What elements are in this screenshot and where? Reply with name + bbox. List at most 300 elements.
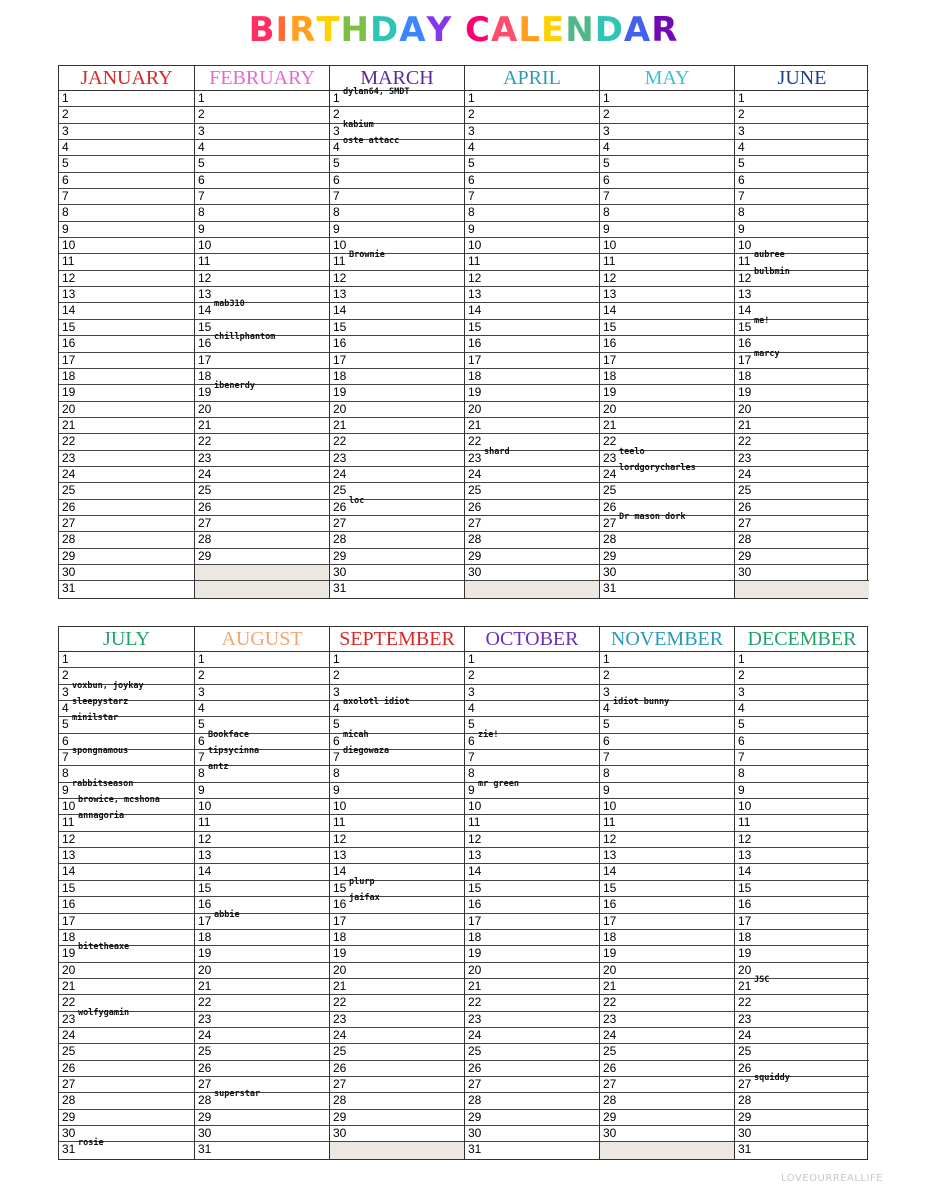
day-cell[interactable]: [600, 750, 734, 766]
day-cell[interactable]: [330, 1028, 464, 1044]
day-cell[interactable]: [59, 979, 194, 995]
day-cell[interactable]: [465, 1044, 599, 1060]
day-cell[interactable]: [195, 1028, 329, 1044]
day-cell[interactable]: [59, 1061, 194, 1077]
day-cell[interactable]: [59, 205, 194, 221]
day-cell[interactable]: [59, 320, 194, 336]
day-cell[interactable]: [465, 1061, 599, 1077]
day-cell[interactable]: [735, 668, 869, 684]
day-cell[interactable]: [59, 156, 194, 172]
day-cell[interactable]: [735, 369, 869, 385]
day-cell[interactable]: [735, 783, 869, 799]
day-cell[interactable]: [59, 1110, 194, 1126]
day-cell[interactable]: [465, 914, 599, 930]
day-cell[interactable]: [735, 418, 869, 434]
day-cell[interactable]: [735, 734, 869, 750]
day-cell[interactable]: [465, 946, 599, 962]
day-cell[interactable]: [330, 467, 464, 483]
day-cell[interactable]: [195, 1012, 329, 1028]
day-cell[interactable]: [465, 1093, 599, 1109]
day-cell[interactable]: [195, 1126, 329, 1142]
day-cell[interactable]: [465, 979, 599, 995]
day-cell[interactable]: [465, 848, 599, 864]
day-cell[interactable]: [600, 1093, 734, 1109]
day-cell[interactable]: [735, 266, 869, 287]
day-cell[interactable]: [735, 1093, 869, 1109]
day-cell[interactable]: [59, 581, 194, 597]
day-cell[interactable]: [735, 701, 869, 717]
day-cell[interactable]: [330, 893, 464, 913]
day-cell[interactable]: [465, 864, 599, 880]
day-cell[interactable]: [465, 1110, 599, 1126]
day-cell[interactable]: [600, 402, 734, 418]
day-cell[interactable]: [465, 320, 599, 336]
day-cell[interactable]: [195, 1142, 329, 1158]
day-cell[interactable]: [330, 320, 464, 336]
day-cell[interactable]: [59, 1077, 194, 1093]
day-cell[interactable]: [195, 516, 329, 532]
day-cell[interactable]: [330, 746, 464, 766]
day-cell[interactable]: [330, 1012, 464, 1028]
day-cell[interactable]: [195, 652, 329, 668]
day-cell[interactable]: [465, 446, 599, 467]
day-cell[interactable]: [59, 1007, 194, 1028]
day-cell[interactable]: [735, 124, 869, 140]
day-cell[interactable]: [195, 381, 329, 401]
day-cell[interactable]: [330, 1077, 464, 1093]
day-cell[interactable]: [195, 946, 329, 962]
day-cell[interactable]: [59, 516, 194, 532]
day-cell[interactable]: [59, 336, 194, 352]
day-cell[interactable]: [195, 549, 329, 565]
day-cell[interactable]: [330, 652, 464, 668]
day-cell[interactable]: [735, 156, 869, 172]
day-cell[interactable]: [59, 483, 194, 499]
day-cell[interactable]: [195, 173, 329, 189]
day-cell[interactable]: [465, 222, 599, 238]
day-cell[interactable]: [195, 91, 329, 107]
day-cell[interactable]: [735, 1110, 869, 1126]
day-cell[interactable]: [735, 1072, 869, 1093]
day-cell[interactable]: [735, 549, 869, 565]
day-cell[interactable]: [59, 369, 194, 385]
day-cell[interactable]: [330, 156, 464, 172]
day-cell[interactable]: [600, 946, 734, 962]
day-cell[interactable]: [465, 995, 599, 1011]
day-cell[interactable]: [330, 87, 464, 107]
day-cell[interactable]: [600, 287, 734, 303]
day-cell[interactable]: [735, 467, 869, 483]
day-cell[interactable]: [600, 697, 734, 717]
day-cell[interactable]: [735, 652, 869, 668]
day-cell[interactable]: [465, 124, 599, 140]
day-cell[interactable]: [600, 303, 734, 319]
day-cell[interactable]: [195, 532, 329, 548]
day-cell[interactable]: [330, 1093, 464, 1109]
day-cell[interactable]: [330, 222, 464, 238]
day-cell[interactable]: [465, 140, 599, 156]
day-cell[interactable]: [600, 1077, 734, 1093]
day-cell[interactable]: [600, 156, 734, 172]
day-cell[interactable]: [465, 418, 599, 434]
day-cell[interactable]: [465, 549, 599, 565]
day-cell[interactable]: [465, 1077, 599, 1093]
day-cell[interactable]: [600, 815, 734, 831]
day-cell[interactable]: [465, 238, 599, 254]
day-cell[interactable]: [600, 271, 734, 287]
day-cell[interactable]: [465, 778, 599, 799]
day-cell[interactable]: [195, 864, 329, 880]
day-cell[interactable]: [465, 963, 599, 979]
day-cell[interactable]: [735, 516, 869, 532]
day-cell[interactable]: [330, 287, 464, 303]
day-cell[interactable]: [330, 136, 464, 156]
day-cell[interactable]: [330, 189, 464, 205]
day-cell[interactable]: [195, 254, 329, 270]
day-cell[interactable]: [59, 353, 194, 369]
day-cell[interactable]: [195, 1110, 329, 1126]
day-cell[interactable]: [600, 483, 734, 499]
day-cell[interactable]: [600, 222, 734, 238]
day-cell[interactable]: [195, 222, 329, 238]
day-cell[interactable]: [195, 832, 329, 848]
day-cell[interactable]: [330, 353, 464, 369]
day-cell[interactable]: [600, 124, 734, 140]
day-cell[interactable]: [735, 434, 869, 450]
day-cell[interactable]: [600, 979, 734, 995]
day-cell[interactable]: [59, 848, 194, 864]
day-cell[interactable]: [59, 238, 194, 254]
day-cell[interactable]: [59, 467, 194, 483]
day-cell[interactable]: [735, 402, 869, 418]
day-cell[interactable]: [465, 532, 599, 548]
day-cell[interactable]: [465, 881, 599, 897]
day-cell[interactable]: [465, 799, 599, 815]
day-cell[interactable]: [735, 173, 869, 189]
day-cell[interactable]: [59, 881, 194, 897]
day-cell[interactable]: [330, 1126, 464, 1142]
day-cell[interactable]: [330, 946, 464, 962]
day-cell[interactable]: [195, 205, 329, 221]
day-cell[interactable]: [465, 1028, 599, 1044]
day-cell[interactable]: [600, 418, 734, 434]
day-cell[interactable]: [330, 532, 464, 548]
day-cell[interactable]: [465, 336, 599, 352]
day-cell[interactable]: [735, 222, 869, 238]
day-cell[interactable]: [330, 1044, 464, 1060]
day-cell[interactable]: [195, 299, 329, 319]
day-cell[interactable]: [465, 271, 599, 287]
day-cell[interactable]: [600, 799, 734, 815]
day-cell[interactable]: [330, 451, 464, 467]
day-cell[interactable]: [330, 914, 464, 930]
day-cell[interactable]: [735, 848, 869, 864]
day-cell[interactable]: [600, 897, 734, 913]
day-cell[interactable]: [735, 864, 869, 880]
day-cell[interactable]: [59, 746, 194, 766]
day-cell[interactable]: [330, 815, 464, 831]
day-cell[interactable]: [600, 189, 734, 205]
day-cell[interactable]: [195, 1044, 329, 1060]
day-cell[interactable]: [195, 799, 329, 815]
day-cell[interactable]: [195, 402, 329, 418]
day-cell[interactable]: [600, 766, 734, 782]
day-cell[interactable]: [330, 848, 464, 864]
day-cell[interactable]: [600, 1044, 734, 1060]
day-cell[interactable]: [59, 451, 194, 467]
day-cell[interactable]: [330, 995, 464, 1011]
day-cell[interactable]: [59, 652, 194, 668]
day-cell[interactable]: [465, 1126, 599, 1142]
day-cell[interactable]: [330, 581, 464, 597]
day-cell[interactable]: [465, 369, 599, 385]
day-cell[interactable]: [59, 287, 194, 303]
day-cell[interactable]: [465, 668, 599, 684]
day-cell[interactable]: [600, 930, 734, 946]
day-cell[interactable]: [600, 1012, 734, 1028]
day-cell[interactable]: [735, 451, 869, 467]
day-cell[interactable]: [735, 532, 869, 548]
day-cell[interactable]: [600, 549, 734, 565]
day-cell[interactable]: [195, 685, 329, 701]
day-cell[interactable]: [735, 1028, 869, 1044]
day-cell[interactable]: [195, 107, 329, 123]
day-cell[interactable]: [600, 320, 734, 336]
day-cell[interactable]: [59, 1028, 194, 1044]
day-cell[interactable]: [465, 385, 599, 401]
day-cell[interactable]: [59, 124, 194, 140]
day-cell[interactable]: [195, 701, 329, 717]
day-cell[interactable]: [195, 979, 329, 995]
day-cell[interactable]: [735, 946, 869, 962]
day-cell[interactable]: [600, 832, 734, 848]
day-cell[interactable]: [735, 750, 869, 766]
day-cell[interactable]: [600, 353, 734, 369]
day-cell[interactable]: [195, 451, 329, 467]
day-cell[interactable]: [195, 1061, 329, 1077]
day-cell[interactable]: [600, 963, 734, 979]
day-cell[interactable]: [330, 979, 464, 995]
day-cell[interactable]: [195, 815, 329, 831]
day-cell[interactable]: [735, 1012, 869, 1028]
day-cell[interactable]: [465, 565, 599, 581]
day-cell[interactable]: [735, 766, 869, 782]
day-cell[interactable]: [600, 668, 734, 684]
day-cell[interactable]: [59, 942, 194, 962]
day-cell[interactable]: [195, 909, 329, 930]
day-cell[interactable]: [600, 652, 734, 668]
day-cell[interactable]: [465, 500, 599, 516]
day-cell[interactable]: [735, 799, 869, 815]
day-cell[interactable]: [330, 697, 464, 717]
day-cell[interactable]: [600, 1028, 734, 1044]
day-cell[interactable]: [600, 107, 734, 123]
day-cell[interactable]: [600, 254, 734, 270]
day-cell[interactable]: [465, 287, 599, 303]
day-cell[interactable]: [465, 91, 599, 107]
day-cell[interactable]: [465, 685, 599, 701]
day-cell[interactable]: [330, 385, 464, 401]
day-cell[interactable]: [59, 1044, 194, 1060]
day-cell[interactable]: [59, 713, 194, 733]
day-cell[interactable]: [330, 173, 464, 189]
day-cell[interactable]: [600, 881, 734, 897]
day-cell[interactable]: [59, 385, 194, 401]
day-cell[interactable]: [59, 500, 194, 516]
day-cell[interactable]: [735, 1044, 869, 1060]
day-cell[interactable]: [59, 418, 194, 434]
day-cell[interactable]: [465, 173, 599, 189]
day-cell[interactable]: [59, 811, 194, 831]
day-cell[interactable]: [330, 1061, 464, 1077]
day-cell[interactable]: [735, 832, 869, 848]
day-cell[interactable]: [600, 1126, 734, 1142]
day-cell[interactable]: [465, 815, 599, 831]
day-cell[interactable]: [330, 418, 464, 434]
day-cell[interactable]: [600, 848, 734, 864]
day-cell[interactable]: [465, 402, 599, 418]
day-cell[interactable]: [59, 271, 194, 287]
day-cell[interactable]: [600, 864, 734, 880]
day-cell[interactable]: [195, 483, 329, 499]
day-cell[interactable]: [600, 205, 734, 221]
day-cell[interactable]: [330, 516, 464, 532]
day-cell[interactable]: [600, 91, 734, 107]
day-cell[interactable]: [735, 500, 869, 516]
day-cell[interactable]: [465, 303, 599, 319]
day-cell[interactable]: [600, 734, 734, 750]
day-cell[interactable]: [600, 783, 734, 799]
day-cell[interactable]: [195, 995, 329, 1011]
day-cell[interactable]: [59, 914, 194, 930]
day-cell[interactable]: [600, 511, 734, 532]
day-cell[interactable]: [195, 434, 329, 450]
day-cell[interactable]: [195, 930, 329, 946]
day-cell[interactable]: [465, 254, 599, 270]
day-cell[interactable]: [465, 930, 599, 946]
day-cell[interactable]: [59, 1138, 194, 1158]
day-cell[interactable]: [735, 483, 869, 499]
day-cell[interactable]: [195, 332, 329, 352]
day-cell[interactable]: [330, 303, 464, 319]
day-cell[interactable]: [59, 864, 194, 880]
day-cell[interactable]: [330, 250, 464, 270]
day-cell[interactable]: [735, 717, 869, 733]
day-cell[interactable]: [330, 369, 464, 385]
day-cell[interactable]: [195, 271, 329, 287]
day-cell[interactable]: [195, 881, 329, 897]
day-cell[interactable]: [465, 516, 599, 532]
day-cell[interactable]: [330, 549, 464, 565]
day-cell[interactable]: [195, 848, 329, 864]
day-cell[interactable]: [735, 881, 869, 897]
day-cell[interactable]: [59, 140, 194, 156]
day-cell[interactable]: [59, 91, 194, 107]
day-cell[interactable]: [195, 1089, 329, 1109]
day-cell[interactable]: [195, 783, 329, 799]
day-cell[interactable]: [195, 668, 329, 684]
day-cell[interactable]: [600, 717, 734, 733]
day-cell[interactable]: [59, 532, 194, 548]
day-cell[interactable]: [59, 107, 194, 123]
day-cell[interactable]: [195, 156, 329, 172]
day-cell[interactable]: [600, 581, 734, 597]
day-cell[interactable]: [330, 402, 464, 418]
day-cell[interactable]: [330, 565, 464, 581]
day-cell[interactable]: [735, 914, 869, 930]
day-cell[interactable]: [735, 930, 869, 946]
day-cell[interactable]: [195, 500, 329, 516]
day-cell[interactable]: [330, 930, 464, 946]
day-cell[interactable]: [465, 1012, 599, 1028]
day-cell[interactable]: [195, 124, 329, 140]
day-cell[interactable]: [600, 369, 734, 385]
day-cell[interactable]: [735, 1142, 869, 1158]
day-cell[interactable]: [195, 353, 329, 369]
day-cell[interactable]: [735, 189, 869, 205]
day-cell[interactable]: [465, 652, 599, 668]
day-cell[interactable]: [465, 353, 599, 369]
day-cell[interactable]: [465, 205, 599, 221]
day-cell[interactable]: [735, 348, 869, 369]
day-cell[interactable]: [330, 783, 464, 799]
day-cell[interactable]: [600, 462, 734, 483]
day-cell[interactable]: [465, 467, 599, 483]
day-cell[interactable]: [195, 762, 329, 782]
day-cell[interactable]: [195, 189, 329, 205]
day-cell[interactable]: [465, 701, 599, 717]
day-cell[interactable]: [600, 914, 734, 930]
day-cell[interactable]: [330, 205, 464, 221]
day-cell[interactable]: [330, 799, 464, 815]
day-cell[interactable]: [330, 963, 464, 979]
day-cell[interactable]: [330, 271, 464, 287]
day-cell[interactable]: [465, 189, 599, 205]
day-cell[interactable]: [600, 532, 734, 548]
day-cell[interactable]: [600, 565, 734, 581]
day-cell[interactable]: [465, 1142, 599, 1158]
day-cell[interactable]: [735, 995, 869, 1011]
day-cell[interactable]: [735, 140, 869, 156]
day-cell[interactable]: [735, 685, 869, 701]
day-cell[interactable]: [195, 238, 329, 254]
day-cell[interactable]: [465, 832, 599, 848]
day-cell[interactable]: [600, 1110, 734, 1126]
day-cell[interactable]: [330, 766, 464, 782]
day-cell[interactable]: [735, 385, 869, 401]
day-cell[interactable]: [330, 495, 464, 516]
day-cell[interactable]: [59, 254, 194, 270]
day-cell[interactable]: [600, 140, 734, 156]
day-cell[interactable]: [465, 156, 599, 172]
day-cell[interactable]: [330, 1110, 464, 1126]
day-cell[interactable]: [330, 336, 464, 352]
day-cell[interactable]: [735, 107, 869, 123]
day-cell[interactable]: [195, 140, 329, 156]
day-cell[interactable]: [735, 974, 869, 995]
day-cell[interactable]: [59, 189, 194, 205]
day-cell[interactable]: [735, 1126, 869, 1142]
day-cell[interactable]: [59, 173, 194, 189]
day-cell[interactable]: [465, 897, 599, 913]
day-cell[interactable]: [465, 107, 599, 123]
day-cell[interactable]: [600, 173, 734, 189]
day-cell[interactable]: [600, 1061, 734, 1077]
day-cell[interactable]: [600, 385, 734, 401]
day-cell[interactable]: [735, 205, 869, 221]
day-cell[interactable]: [59, 549, 194, 565]
day-cell[interactable]: [59, 832, 194, 848]
